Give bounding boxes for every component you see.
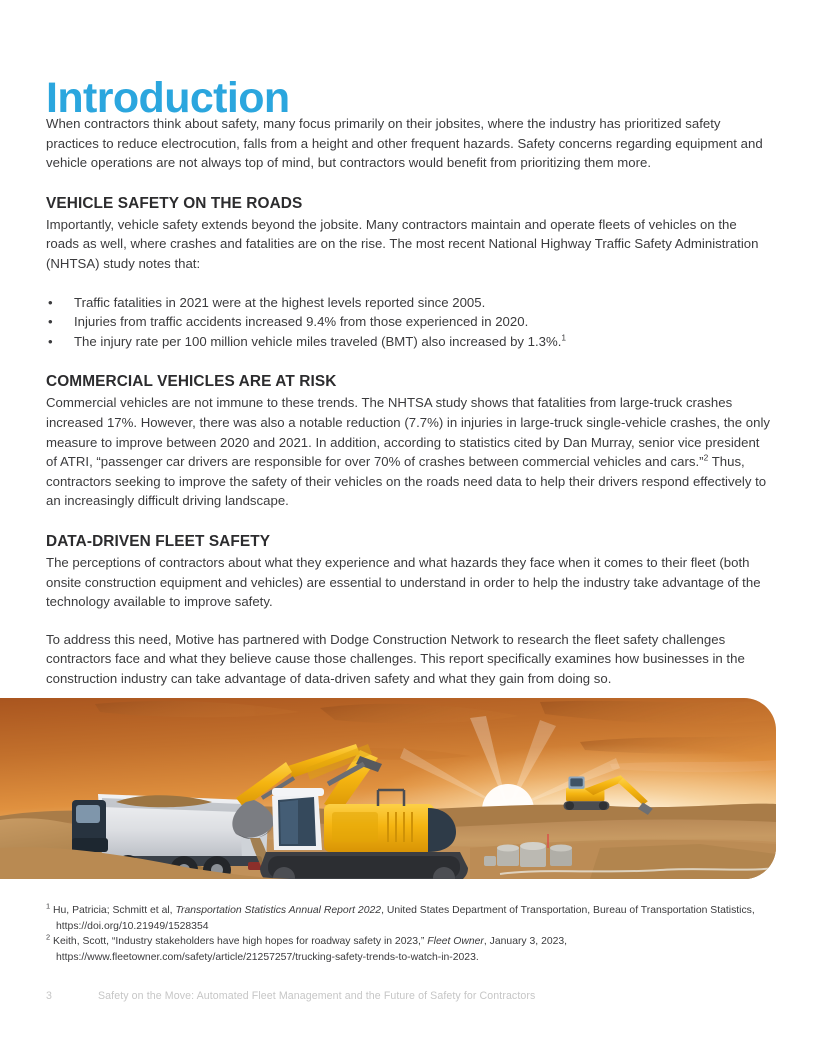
construction-site-illustration [0, 698, 776, 879]
paragraph-text-part1: Commercial vehicles are not immune to these trends. The NHTSA study shows that fatalities from large-truck crashes increased 17%. However, there was also a notable reduction (7.7%) in injuries in large-truck single-vehicle crashes, the only measure to improve between 2020 and 2021. In addition, according to statistics cited by Dan Murray, senior vice president of ATRI, “passenger car drivers are responsible for over 70% of crashes between commercial vehicles and cars.” [46, 395, 770, 470]
footnote-reference-1: 1 [561, 332, 567, 343]
statistics-bullet-list [46, 293, 772, 352]
page-title: Introduction [46, 73, 290, 122]
section-heading-data-driven-fleet-safety: DATA-DRIVEN FLEET SAFETY [46, 532, 271, 550]
construction-site-photo [0, 698, 776, 879]
section-paragraph-fleet-safety: The perceptions of contractors about what they experience and what hazards they face when it comes to their fleet (both onsite construction equipment and vehicles) are essential to understand in order to help the industry take advantage of the technology available to improve safety. [46, 554, 761, 610]
bullet-icon: • [48, 294, 53, 310]
list-item [46, 332, 772, 352]
footnotes-block [46, 903, 772, 965]
footnote-2 [46, 934, 772, 965]
bullet-icon: • [48, 314, 53, 330]
section-paragraph-commercial-vehicles [46, 393, 772, 511]
list-item-text: Traffic fatalities in 2021 were at the highest levels reported since 2005. [74, 294, 486, 310]
list-item [46, 312, 772, 332]
footnote-2-text-after: , January 3, 2023, https://www.fleetowner.com/safety/article/21257257/trucking-safety-trends-to-watch-in-2023. [56, 936, 568, 963]
footnote-reference-2: 2 [703, 452, 709, 463]
paragraph-text-part2: Thus, contractors seeking to improve the safety of their vehicles on the roads need data to help their drivers respond effectively to an increasingly difficult driving landscape. [46, 454, 767, 509]
section-paragraph-vehicle-safety: Importantly, vehicle safety extends beyond the jobsite. Many contractors maintain and operate fleets of vehicles on the roads as well, where crashes and fatalities are on the rise. The most recent National Highway Traffic Safety Administration (NHTSA) study notes that: [46, 216, 759, 271]
list-item [46, 293, 772, 313]
footnote-1-marker: 1 [46, 901, 51, 911]
footnote-1-text-before: Hu, Patricia; Schmitt et al, [50, 905, 176, 916]
footnote-2-title: Fleet Owner [427, 936, 484, 948]
bullet-icon: • [48, 333, 53, 349]
page-footer [46, 990, 772, 1002]
footnote-1-text-after: , United States Department of Transportation, Bureau of Transportation Statistics, https://doi.org/10.21949/1528354 [56, 905, 755, 932]
footer-page-number: 3 [46, 990, 52, 1002]
list-item-text: Injuries from traffic accidents increased 9.4% from those experienced in 2020. [74, 314, 529, 330]
footnote-2-marker: 2 [46, 932, 51, 942]
footnote-1-title: Transportation Statistics Annual Report 2022 [175, 905, 382, 916]
footnote-1 [46, 903, 772, 934]
footnote-2-text-before: Keith, Scott, “Industry stakeholders have high hopes for roadway safety in 2023,” [50, 936, 428, 948]
paragraph-spacer [46, 612, 772, 630]
section-heading-vehicle-safety: VEHICLE SAFETY ON THE ROADS [46, 194, 303, 212]
intro-paragraph: When contractors think about safety, many focus primarily on their jobsites, where the industry has prioritized safety practices to reduce electrocution, falls from a height and other frequent hazards. Safety concerns regarding equipment and vehicle operations are not always top of mind, but contractors would benefit from prioritizing them more. [46, 116, 763, 171]
footer-document-title: Safety on the Move: Automated Fleet Management and the Future of Safety for Contractors [98, 990, 536, 1002]
list-item-text: The injury rate per 100 million vehicle miles traveled (BMT) also increased by 1.3%. [74, 333, 562, 349]
document-body [46, 114, 772, 688]
section-heading-commercial-vehicles: COMMERCIAL VEHICLES ARE AT RISK [46, 373, 337, 391]
section-paragraph-motive-dodge: To address this need, Motive has partnered with Dodge Construction Network to research the fleet safety challenges contractors face and what they believe cause those challenges. This report specifically examines how businesses in the construction industry can take advantage of data-driven safety and what they gain from doing so. [46, 631, 745, 686]
